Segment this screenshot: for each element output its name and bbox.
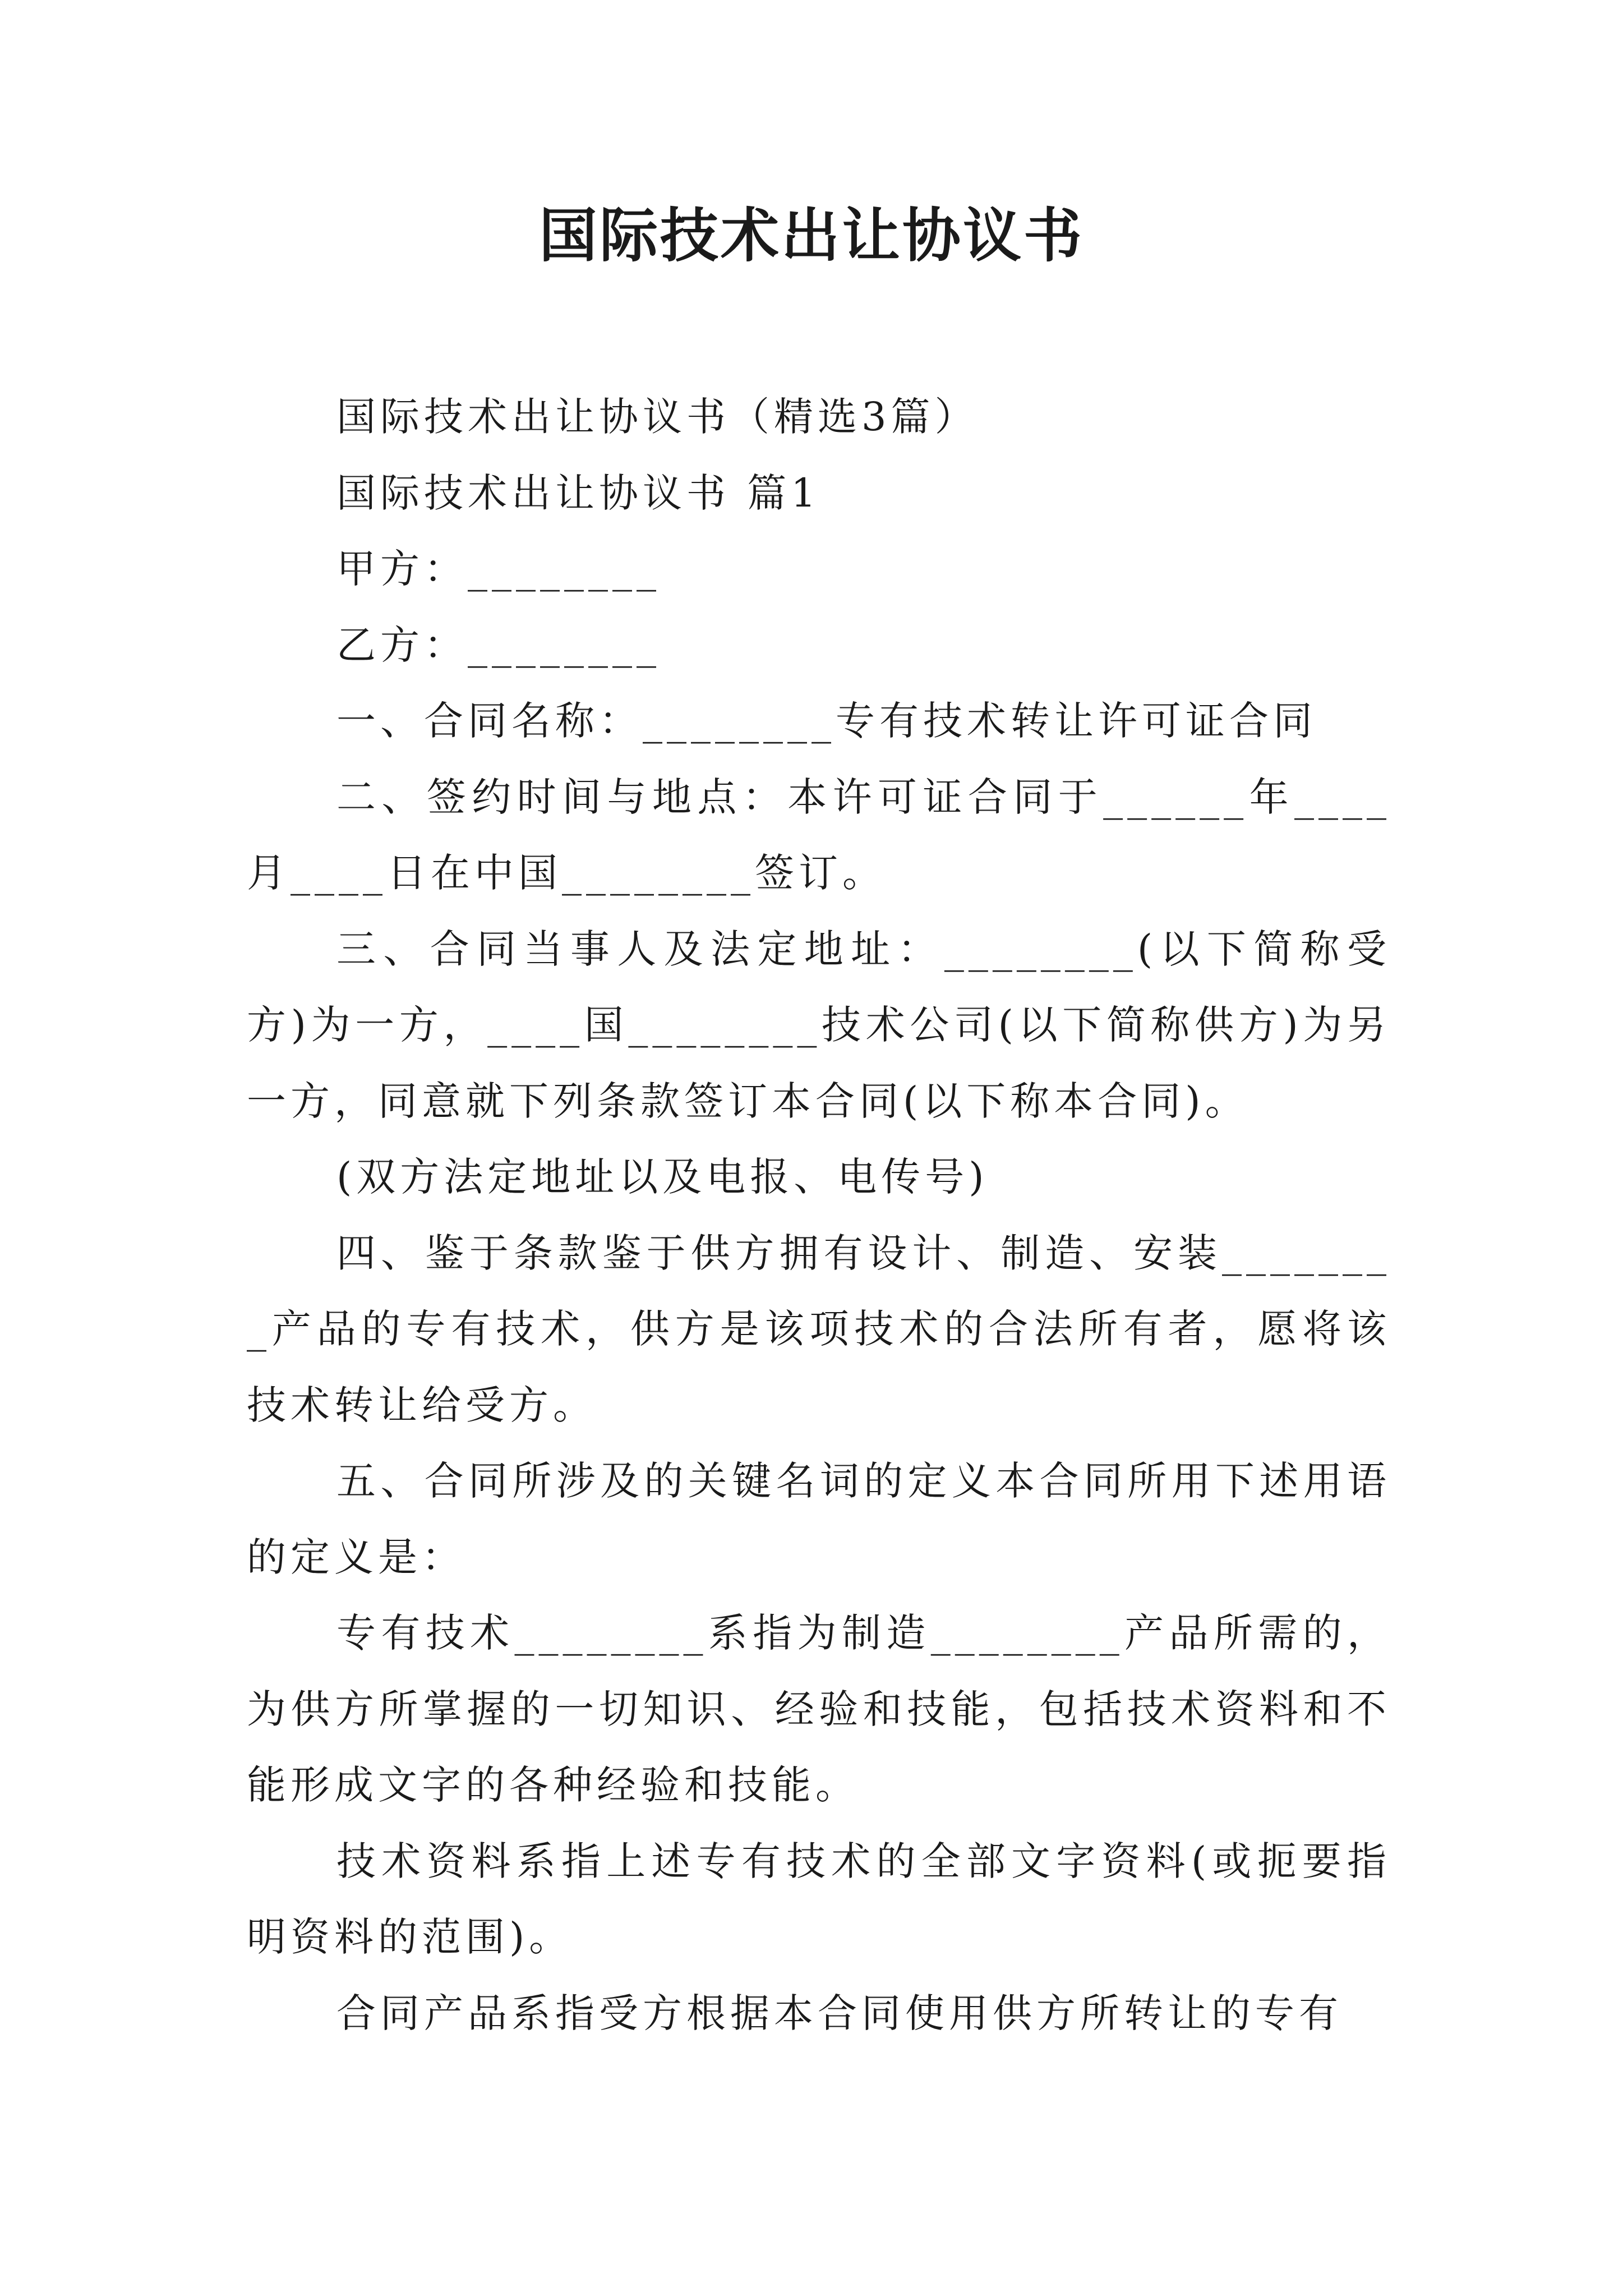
- paragraph-subtitle: 国际技术出让协议书（精选3篇）: [336, 394, 979, 440]
- paragraph-parties-addresses: 三、合同当事人及法定地址：________(以下简称受方)为一方，____国________技术公司(以下简称供方)为另一方，同意就下列条款签订本合同(以下称本合同)。: [247, 926, 1391, 1124]
- paragraph-contract-name: 一、合同名称：________专有技术转让许可证合同: [336, 698, 1317, 744]
- document-body: [247, 379, 1391, 2051]
- paragraph-definitions-intro: 五、合同所涉及的关键名词的定义本合同所用下述用语的定义是：: [247, 1458, 1391, 1580]
- paragraph-definition-technical-data: 技术资料系指上述专有技术的全部文字资料(或扼要指明资料的范围)。: [247, 1838, 1391, 1960]
- paragraph-whereas-clause: 四、鉴于条款鉴于供方拥有设计、制造、安装________产品的专有技术，供方是该项技术的合法所有者，愿将该技术转让给受方。: [247, 1230, 1391, 1428]
- paragraph-party-a: 甲方：________: [336, 546, 661, 592]
- paragraph-definition-contract-product: 合同产品系指受方根据本合同使用供方所转让的专有: [336, 1990, 1343, 2036]
- paragraph-party-b: 乙方：________: [336, 622, 661, 668]
- paragraph-definition-know-how: 专有技术________系指为制造________产品所需的，为供方所掌握的一切知识、经验和技能，包括技术资料和不能形成文字的各种经验和技能。: [247, 1610, 1391, 1808]
- paragraph-section-heading: 国际技术出让协议书 篇1: [336, 470, 820, 516]
- paragraph-signing-time-place: 二、签约时间与地点：本许可证合同于______年____月____日在中国________签订。: [247, 774, 1391, 896]
- paragraph-addresses-note: (双方法定地址以及电报、电传号): [336, 1154, 989, 1200]
- document-title: 国际技术出让协议书: [538, 201, 1084, 270]
